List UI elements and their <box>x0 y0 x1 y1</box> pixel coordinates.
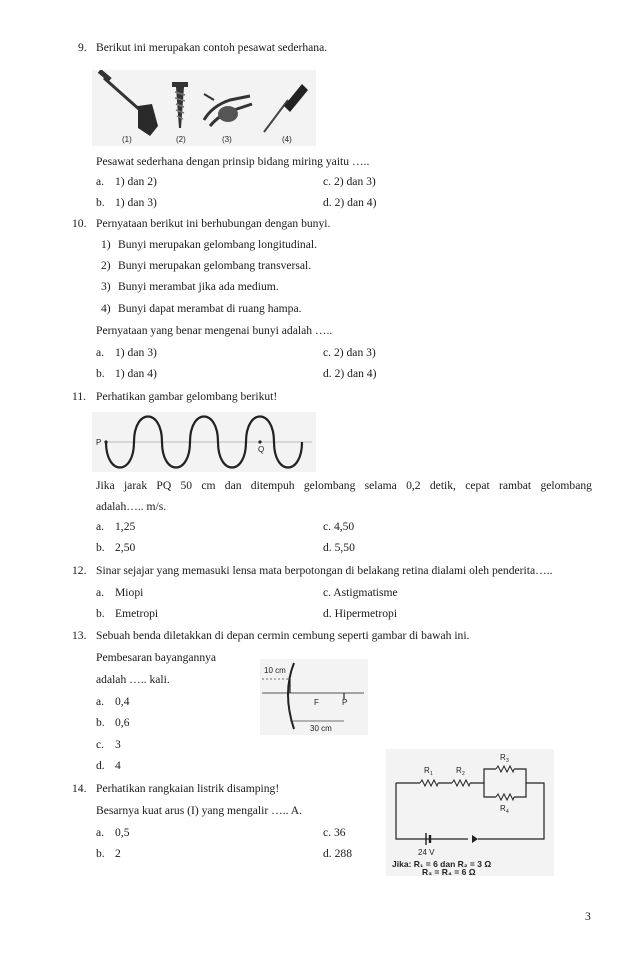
q14-option-b: 2 <box>115 847 121 860</box>
q14-label-r2-sub: 2 <box>462 771 465 777</box>
q14-label-r3-sub: 3 <box>506 758 509 764</box>
q10-number: 10. <box>72 217 87 230</box>
q13-option-c: 3 <box>115 738 121 751</box>
q10-statement-4-num: 4) <box>101 302 111 315</box>
q10-option-b: 1) dan 4) <box>115 367 157 380</box>
q13-text: Sebuah benda diletakkan di depan cermin cembung seperti gambar di bawah ini. <box>96 629 470 642</box>
q14-label-voltage: 24 V <box>418 848 435 857</box>
q10-statement-4: Bunyi dapat merambat di ruang hampa. <box>118 302 302 315</box>
q12-number: 12. <box>72 564 87 577</box>
q11-word: dan <box>224 479 242 492</box>
q11-word: gelombang <box>540 479 592 492</box>
q9-number: 9. <box>78 41 87 54</box>
q12-option-a: Miopi <box>115 586 144 599</box>
q10-statement-1: Bunyi merupakan gelombang longitudinal. <box>118 238 317 251</box>
q14-label-r4: R <box>500 804 506 813</box>
q10-statement-2-num: 2) <box>101 259 111 272</box>
q10-option-a: 1) dan 3) <box>115 346 157 359</box>
q11-word: 0,2 <box>406 479 421 492</box>
q14-option-d: d. 288 <box>323 847 352 860</box>
q10-statement-1-num: 1) <box>101 238 111 251</box>
q13-option-c-key: c. <box>96 738 105 751</box>
q11-word: detik, <box>429 479 456 492</box>
convex-mirror-diagram <box>260 659 368 735</box>
page-number: 3 <box>585 910 591 923</box>
q11-body-line-1 <box>96 479 592 493</box>
q13-label-f: F <box>314 698 319 707</box>
q14-text: Perhatikan rangkaian listrik disamping! <box>96 782 280 795</box>
q13-label-distance: 30 cm <box>310 724 332 733</box>
q14-option-a-key: a. <box>96 826 105 839</box>
q11-option-d: d. 5,50 <box>323 541 355 554</box>
q9-option-a: 1) dan 2) <box>115 175 157 188</box>
q14-given-line-2: R₃ = R₄ = 6 Ω <box>422 867 476 876</box>
q11-word: selama <box>364 479 397 492</box>
q13-option-b-key: b. <box>96 716 105 729</box>
q11-option-b-key: b. <box>96 541 105 554</box>
q14-label-r1: R <box>424 766 430 775</box>
q13-label-p: P <box>342 698 348 707</box>
q13-option-a: 0,4 <box>115 695 130 708</box>
q11-body-line-2: adalah….. m/s. <box>96 500 167 513</box>
q12-option-c: c. Astigmatisme <box>323 586 398 599</box>
q14-circuit-figure <box>386 749 554 876</box>
q13-mirror-figure <box>260 659 368 735</box>
q11-option-a-key: a. <box>96 520 105 533</box>
q12-option-a-key: a. <box>96 586 105 599</box>
q9-prompt: Pesawat sederhana dengan prinsip bidang miring yaitu ….. <box>96 155 370 168</box>
q11-word: Jika <box>96 479 115 492</box>
q12-option-d: d. Hipermetropi <box>323 607 398 620</box>
q13-prompt-line-1: Pembesaran bayangannya <box>96 651 217 664</box>
q10-statement-2: Bunyi merupakan gelombang transversal. <box>118 259 312 272</box>
q13-prompt-line-2: adalah ….. kali. <box>96 673 170 686</box>
q9-option-b-key: b. <box>96 196 105 209</box>
q9-option-b: 1) dan 3) <box>115 196 157 209</box>
q11-word: 50 <box>180 479 193 492</box>
q14-number: 14. <box>72 782 87 795</box>
q10-statement-3-num: 3) <box>101 280 111 293</box>
q9-option-d: d. 2) dan 4) <box>323 196 377 209</box>
q14-given-line-1: Jika: R₁ = 6 dan R₂ = 3 Ω <box>392 859 492 869</box>
q11-wave-figure <box>92 412 316 472</box>
q14-label-r3: R <box>500 753 506 762</box>
q11-word: gelombang <box>303 479 356 492</box>
q9-text: Berikut ini merupakan contoh pesawat sederhana. <box>96 41 328 54</box>
q10-option-d: d. 2) dan 4) <box>323 367 377 380</box>
q11-option-a: 1,25 <box>115 520 136 533</box>
q14-prompt: Besarnya kuat arus (I) yang mengalir ….. A. <box>96 804 303 817</box>
q11-text: Perhatikan gambar gelombang berikut! <box>96 390 278 403</box>
q11-word: ditempuh <box>250 479 295 492</box>
q11-label-p: P <box>96 438 102 447</box>
q9-tools-figure <box>92 70 316 146</box>
q14-label-r4-sub: 4 <box>506 809 509 815</box>
q11-word: rambat <box>498 479 532 492</box>
q13-label-height: 10 cm <box>264 666 286 675</box>
q13-number: 13. <box>72 629 87 642</box>
q14-label-r1-sub: 1 <box>430 771 433 777</box>
q14-option-c: c. 36 <box>323 826 346 839</box>
q12-option-b-key: b. <box>96 607 105 620</box>
q11-number: 11. <box>72 390 87 403</box>
q11-option-b: 2,50 <box>115 541 136 554</box>
q10-text: Pernyataan berikut ini berhubungan dengan bunyi. <box>96 217 331 230</box>
q13-option-d-key: d. <box>96 759 105 772</box>
q11-word: cepat <box>465 479 490 492</box>
q10-option-b-key: b. <box>96 367 105 380</box>
q10-prompt: Pernyataan yang benar mengenai bunyi adalah ….. <box>96 324 333 337</box>
q9-fig-label-2: (2) <box>176 135 186 144</box>
q9-fig-label-1: (1) <box>122 135 132 144</box>
q9-option-c: c. 2) dan 3) <box>323 175 376 188</box>
circuit-diagram <box>386 749 554 876</box>
q14-option-b-key: b. <box>96 847 105 860</box>
q11-word: cm <box>201 479 216 492</box>
q14-label-r2: R <box>456 766 462 775</box>
q13-option-b: 0,6 <box>115 716 130 729</box>
q11-word: PQ <box>156 479 172 492</box>
q14-option-a: 0,5 <box>115 826 130 839</box>
q9-fig-label-4: (4) <box>282 135 292 144</box>
wave-diagram <box>92 412 316 472</box>
q12-text: Sinar sejajar yang memasuki lensa mata berpotongan di belakang retina dialami oleh penderita….. <box>96 564 553 577</box>
q9-option-a-key: a. <box>96 175 105 188</box>
q10-option-c: c. 2) dan 3) <box>323 346 376 359</box>
q12-option-b: Emetropi <box>115 607 159 620</box>
q11-option-c: c. 4,50 <box>323 520 355 533</box>
q10-statement-3: Bunyi merambat jika ada medium. <box>118 280 279 293</box>
q10-option-a-key: a. <box>96 346 105 359</box>
q13-option-a-key: a. <box>96 695 105 708</box>
simple-machines-icon <box>92 70 316 146</box>
q13-option-d: 4 <box>115 759 121 772</box>
q9-fig-label-3: (3) <box>222 135 232 144</box>
q11-word: jarak <box>123 479 148 492</box>
q11-label-q: Q <box>258 445 265 454</box>
